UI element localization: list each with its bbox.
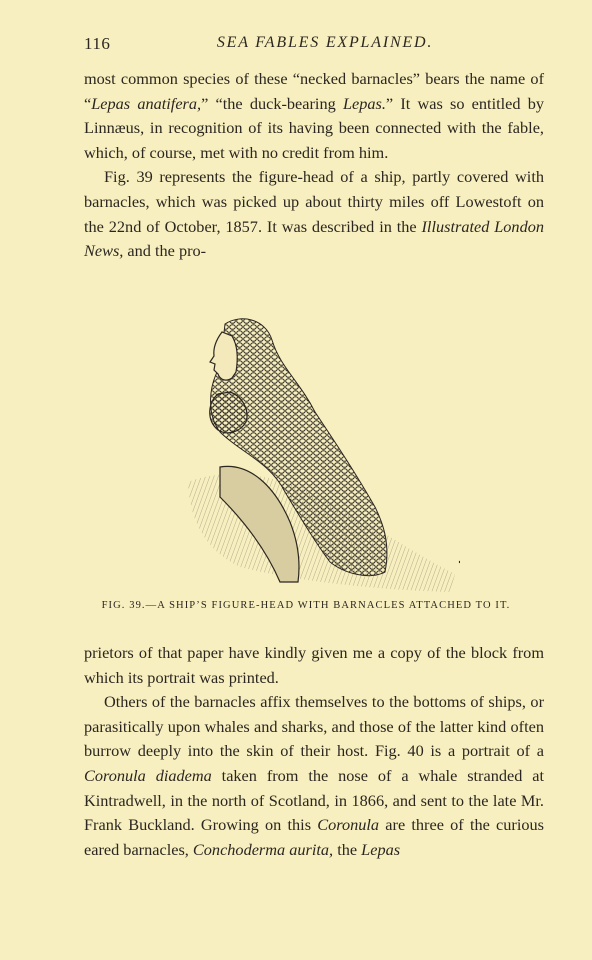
italic-run: Illustrated London News, bbox=[84, 216, 544, 261]
text-run: Fig. 39 represents the figure-head of a ship, partly covered with barnacles, which was picked up about thirty miles off Lowestoft on the 22nd of October, 1857. It was described in the bbox=[84, 167, 544, 236]
page-number: 116 bbox=[84, 34, 111, 53]
italic-run: Lepas bbox=[361, 839, 401, 859]
text-run: most common species of these “necked barnacles” bears the name of “ bbox=[84, 69, 544, 113]
italic-run: Lepas. bbox=[342, 93, 386, 113]
figure-head-illustration bbox=[180, 312, 460, 597]
paragraph-coronula bbox=[84, 690, 544, 862]
italic-run: Conchoderma aurita, bbox=[192, 839, 334, 859]
paragraph-figure-head bbox=[84, 165, 544, 263]
text-run: ” It was so entitled by Linnæus, in recognition of its having been connected with the fable, which, of course, met with no credit from him. bbox=[84, 93, 544, 162]
italic-run: Coronula bbox=[317, 815, 380, 835]
text-run: are three of the curious eared barnacles, bbox=[84, 815, 544, 859]
text-run: Others of the barnacles affix themselves to the bottoms of ships, or parasitically upon whales and sharks, and those of the latter kind often burrow deeply into the skin of their host. Fig. 40 is a portrait of a bbox=[84, 692, 544, 761]
text-run: ” “the duck-bearing bbox=[201, 93, 343, 113]
italic-run: Coronula diadema bbox=[84, 765, 212, 785]
text-run: the bbox=[333, 839, 362, 859]
text-run: taken from the nose of a whale stranded at Kintradwell, in the north of Scotland, in 1866, and sent to the late Mr. Frank Buckland. Growing on this bbox=[84, 765, 544, 835]
italic-run: Lepas anatifera, bbox=[91, 93, 202, 113]
paragraph-lepas bbox=[84, 67, 544, 165]
text-block-top bbox=[84, 67, 544, 264]
figure-caption: FIG. 39.—A SHIP’S FIGURE-HEAD WITH BARNACLES ATTACHED TO IT. bbox=[101, 600, 511, 611]
text-run: and the pro- bbox=[123, 241, 207, 261]
page-header bbox=[84, 34, 542, 56]
running-title: SEA FABLES EXPLAINED. bbox=[216, 34, 434, 51]
text-block-bottom bbox=[84, 641, 544, 862]
paragraph-proprietors: prietors of that paper have kindly given me a copy of the block from which its portrait was printed. bbox=[84, 643, 544, 687]
